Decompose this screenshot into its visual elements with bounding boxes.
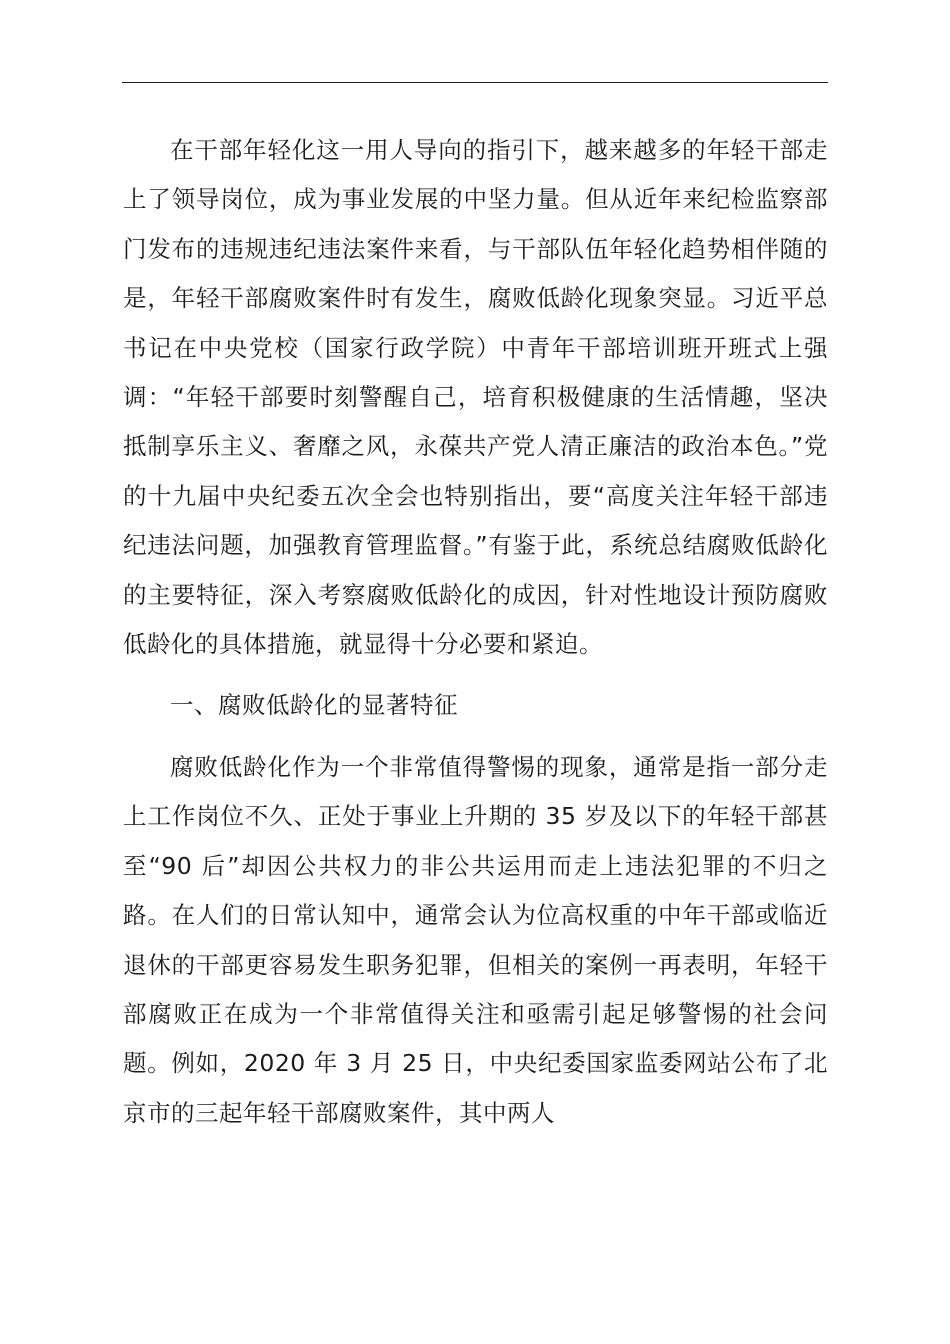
document-body [123, 126, 828, 1138]
section-heading: 一、腐败低龄化的显著特征 [170, 691, 458, 720]
header-rule [122, 82, 828, 83]
paragraph-intro: 在干部年轻化这一用人导向的指引下，越来越多的年轻干部走上了领导岗位，成为事业发展的中坚力量。但从近年来纪检监察部门发布的违规违纪违法案件来看，与干部队伍年轻化趋势相伴随的是，年轻干部腐败案件时有发生，腐败低龄化现象突显。习近平总书记在中央党校（国家行政学院）中青年干部培训班开班式上强调：“年轻干部要时刻警醒自己，培育积极健康的生活情趣，坚决抵制享乐主义、奢靡之风，永葆共产党人清正廉洁的政治本色。”党的十九届中央纪委五次全会也特别指出，要“高度关注年轻干部违纪违法问题，加强教育管理监督。”有鉴于此，系统总结腐败低龄化的主要特征，深入考察腐败低龄化的成因，针对性地设计预防腐败低龄化的具体措施，就显得十分必要和紧迫。 [123, 136, 828, 659]
paragraph-section-one: 腐败低龄化作为一个非常值得警惕的现象，通常是指一部分走上工作岗位不久、正处于事业上升期的 35 岁及以下的年轻干部甚至“90 后”却因公共权力的非公共运用而走上违法犯罪的不归之路。在人们的日常认知中，通常会认为位高权重的中年干部或临近退休的干部更容易发生职务犯罪，但相关的案例一再表明，年轻干部腐败正在成为一个非常值得关注和亟需引起足够警惕的社会问题。例如，2020 年 3 月 25 日，中央纪委国家监委网站公布了北京市的三起年轻干部腐败案件，其中两人 [123, 752, 828, 1127]
